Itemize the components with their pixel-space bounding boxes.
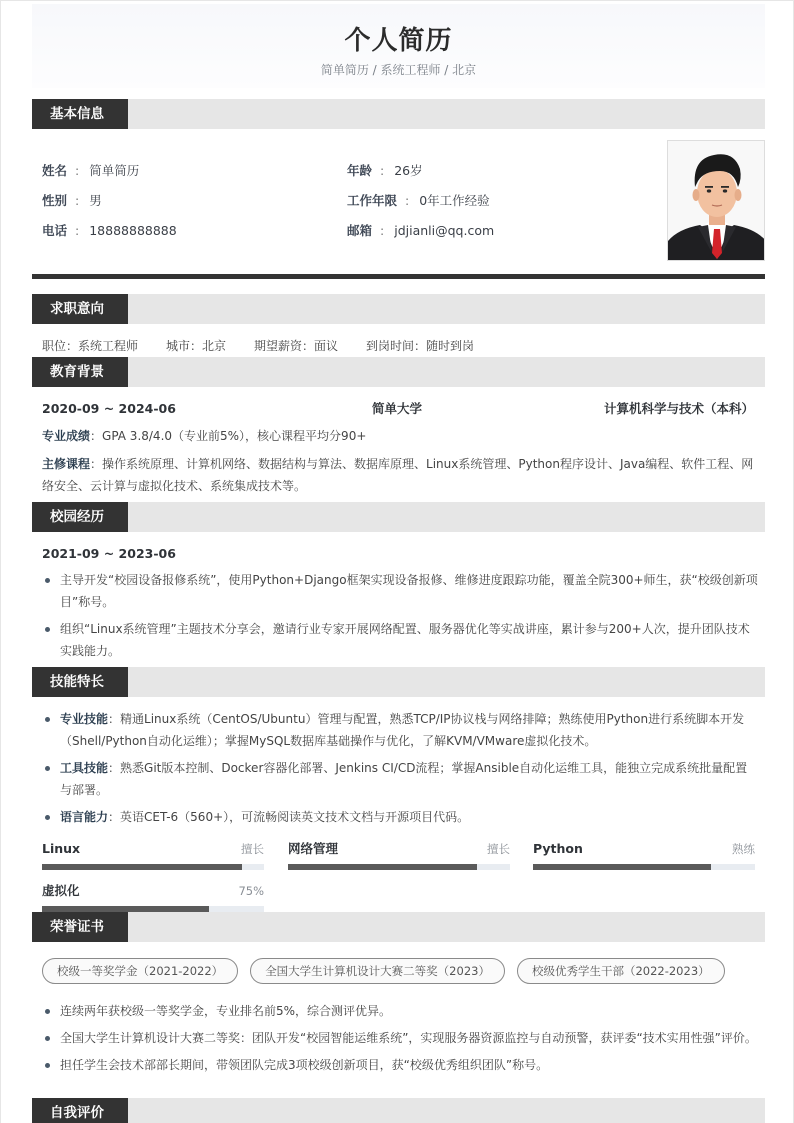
section-header-education — [32, 357, 765, 387]
info-phone: 电话 : 18888888888 — [42, 223, 177, 238]
info-value: 简单简历 — [89, 163, 140, 178]
section-header-honors — [32, 912, 765, 942]
list-item: 专业技能：精通Linux系统（CentOS/Ubuntu）管理与配置，熟悉TCP/IP协议栈与网络排障；熟练使用Python进行系统脚本开发（Shell/Python自动化运维）；掌握MySQL数据库基础操作与优化，了解KVM/VMware虚拟化技术。 — [42, 708, 758, 752]
info-label: 年龄 — [347, 163, 373, 178]
honors-list — [42, 1000, 758, 1081]
list-item: 组织“Linux系统管理”主题技术分享会，邀请行业专家开展网络配置、服务器优化等实战讲座，累计参与200+人次，提升团队技术实践能力。 — [42, 618, 758, 662]
section-header-intent — [32, 294, 765, 324]
avatar-illustration — [668, 141, 765, 261]
info-label: 姓名 — [42, 163, 68, 178]
job-intent-row — [42, 335, 502, 357]
progress-fill — [288, 864, 477, 870]
education-major: 计算机科学与技术（本科） — [603, 401, 754, 416]
courses-label: 主修课程 — [42, 457, 91, 471]
section-title: 基本信息 — [32, 99, 128, 129]
info-value: 18888888888 — [89, 223, 177, 238]
honor-pill: 校级优秀学生干部（2022-2023） — [517, 958, 725, 984]
section-title: 求职意向 — [32, 294, 128, 324]
page-title: 个人简历 — [344, 26, 453, 56]
section-header-campus — [32, 502, 765, 532]
skill-bar-virtualization: 虚拟化 75% — [42, 882, 264, 922]
progress-fill — [533, 864, 711, 870]
page-subtitle: 简单简历 / 系统工程师 / 北京 — [320, 63, 477, 77]
gpa-label: 专业成绩 — [42, 429, 91, 443]
info-email: 邮箱 : jdjianli@qq.com — [347, 223, 495, 238]
intent-arrival: 到岗时间：随时到岗 — [366, 339, 475, 353]
education-period: 2020-09 ~ 2024-06 — [42, 401, 176, 416]
campus-list — [42, 569, 758, 667]
list-item: 全国大学生计算机设计大赛二等奖：团队开发“校园智能运维系统”，实现服务器资源监控与自动预警，获评委“技术实用性强”评价。 — [42, 1027, 758, 1049]
info-label: 性别 — [42, 193, 68, 208]
section-header-skills — [32, 667, 765, 697]
resume-header — [32, 4, 765, 88]
info-name: 姓名 : 简单简历 — [42, 163, 140, 178]
intent-city: 城市：北京 — [166, 339, 227, 353]
education-row — [42, 399, 754, 419]
honor-pill: 全国大学生计算机设计大赛二等奖（2023） — [250, 958, 505, 984]
info-value: 男 — [89, 193, 102, 208]
list-item: 连续两年获校级一等奖学金，专业排名前5%，综合测评优异。 — [42, 1000, 758, 1022]
info-label: 工作年限 — [347, 193, 398, 208]
info-value: jdjianli@qq.com — [394, 223, 495, 238]
info-gender: 性别 : 男 — [42, 193, 102, 208]
info-value: 26岁 — [394, 163, 423, 178]
list-item: 主导开发“校园设备报修系统”，使用Python+Django框架实现设备报修、维修进度跟踪功能，覆盖全院300+师生，获“校级创新项目”称号。 — [42, 569, 758, 613]
skill-bar-python: Python 熟练 — [533, 840, 755, 880]
skills-list — [42, 708, 758, 833]
info-value: 0年工作经验 — [419, 193, 490, 208]
honor-pills — [42, 958, 725, 984]
education-courses: 主修课程：操作系统原理、计算机网络、数据结构与算法、数据库原理、Linux系统管理、Python程序设计、Java编程、软件工程、网络安全、云计算与虚拟化技术、系统集成技术等。 — [42, 457, 754, 493]
info-label: 邮箱 — [347, 223, 373, 238]
section-title: 荣誉证书 — [32, 912, 128, 942]
info-label: 电话 — [42, 223, 68, 238]
section-header-self — [32, 1098, 765, 1123]
info-experience: 工作年限 : 0年工作经验 — [347, 193, 490, 208]
progress-track — [42, 864, 264, 870]
intent-salary: 期望薪资：面议 — [254, 339, 339, 353]
section-title: 技能特长 — [32, 667, 128, 697]
education-gpa: 专业成绩：GPA 3.8/4.0（专业前5%），核心课程平均分90+ — [42, 429, 367, 443]
section-header-basic — [32, 99, 765, 129]
honor-pill: 校级一等奖学金（2021-2022） — [42, 958, 238, 984]
list-item: 语言能力：英语CET-6（560+），可流畅阅读英文技术文档与开源项目代码。 — [42, 806, 758, 828]
progress-track — [288, 864, 510, 870]
education-school: 简单大学 — [372, 401, 423, 416]
list-item: 担任学生会技术部部长期间，带领团队完成3项校级创新项目，获“校级优秀组织团队”称号。 — [42, 1054, 758, 1076]
campus-period: 2021-09 ~ 2023-06 — [42, 546, 176, 561]
progress-track — [533, 864, 755, 870]
section-title: 校园经历 — [32, 502, 128, 532]
section-title: 自我评价 — [32, 1098, 128, 1123]
info-age: 年龄 : 26岁 — [347, 163, 423, 178]
skill-bar-network: 网络管理 擅长 — [288, 840, 510, 880]
skill-bar-linux: Linux 擅长 — [42, 840, 264, 880]
list-item: 工具技能：熟悉Git版本控制、Docker容器化部署、Jenkins CI/CD流程；掌握Ansible自动化运维工具，能独立完成系统批量配置与部署。 — [42, 757, 758, 801]
section-divider — [32, 274, 765, 279]
avatar-photo — [667, 140, 765, 261]
section-title: 教育背景 — [32, 357, 128, 387]
intent-position: 职位：系统工程师 — [42, 339, 139, 353]
progress-fill — [42, 864, 242, 870]
